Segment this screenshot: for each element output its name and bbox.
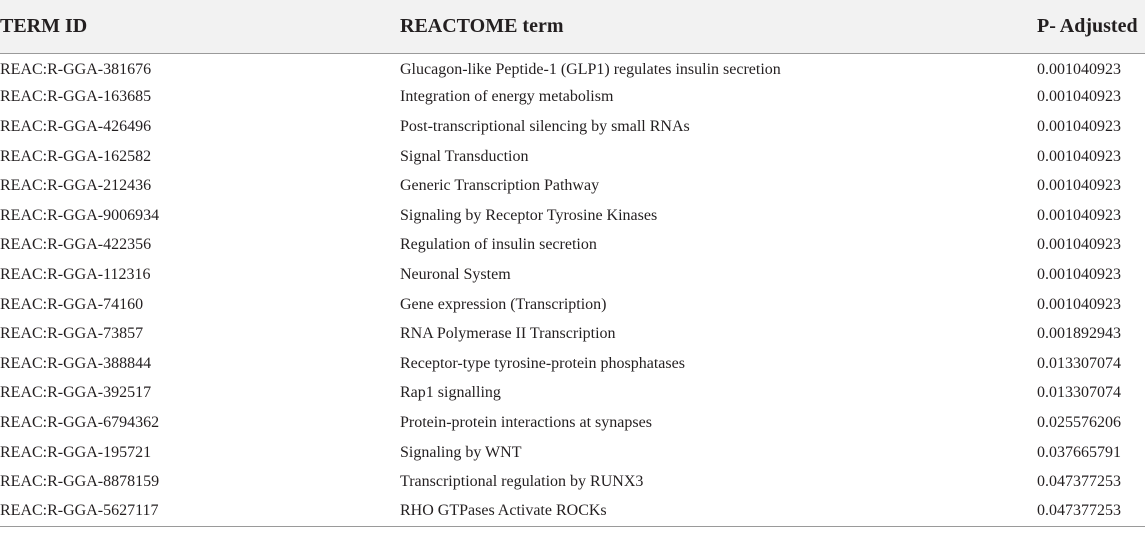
p-adjusted-cell: 0.001040923 — [1037, 295, 1121, 313]
table-row — [0, 142, 1145, 172]
header-p-adjusted: P- Adjusted — [1037, 0, 1145, 53]
table-row — [0, 171, 1145, 201]
p-adjusted-cell: 0.001040923 — [1037, 265, 1121, 283]
term-id-cell: REAC:R-GGA-212436 — [0, 177, 152, 195]
p-adjusted-cell: 0.001040923 — [1037, 236, 1121, 254]
reactome-term-cell: RHO GTPases Activate ROCKs — [400, 497, 1037, 527]
p-adjusted-cell: 0.047377253 — [1037, 473, 1121, 491]
header-reactome-term: REACTOME term — [400, 0, 1037, 53]
header-row — [0, 0, 1145, 53]
p-adjusted-cell: 0.025576206 — [1037, 413, 1121, 431]
term-id-cell: REAC:R-GGA-162582 — [0, 147, 152, 165]
reactome-term-cell: Regulation of insulin secretion — [400, 236, 597, 254]
reactome-term-cell: Glucagon-like Peptide-1 (GLP1) regulates insulin secretion — [400, 61, 781, 79]
reactome-term-cell: Neuronal System — [400, 265, 511, 283]
table-row — [0, 83, 1145, 113]
p-adjusted-cell: 0.001040923 — [1037, 177, 1121, 195]
header-term-id: TERM ID — [0, 0, 400, 53]
term-id-cell: REAC:R-GGA-73857 — [0, 325, 144, 343]
reactome-term-cell: RNA Polymerase II Transcription — [400, 325, 616, 343]
p-adjusted-cell: 0.001040923 — [1037, 117, 1121, 135]
table-row — [0, 467, 1145, 497]
p-adjusted-cell: 0.001892943 — [1037, 325, 1121, 343]
reactome-term-cell: Gene expression (Transcription) — [400, 295, 607, 313]
table-row — [0, 231, 1145, 261]
reactome-term-cell: Post-transcriptional silencing by small RNAs — [400, 117, 690, 135]
table-row — [0, 497, 1145, 527]
term-id-cell: REAC:R-GGA-195721 — [0, 443, 152, 461]
reactome-term-cell: Signaling by Receptor Tyrosine Kinases — [400, 206, 658, 224]
p-adjusted-cell: 0.037665791 — [1037, 443, 1121, 461]
reactome-term-cell: Receptor-type tyrosine-protein phosphatases — [400, 354, 685, 372]
reactome-term-cell: Protein-protein interactions at synapses — [400, 413, 652, 431]
table-row — [0, 438, 1145, 468]
p-adjusted-cell: 0.013307074 — [1037, 384, 1121, 402]
table-row — [0, 201, 1145, 231]
reactome-term-cell: Rap1 signalling — [400, 384, 501, 402]
table-body — [0, 53, 1145, 527]
term-id-cell: REAC:R-GGA-9006934 — [0, 206, 160, 224]
reactome-term-cell: Signal Transduction — [400, 147, 529, 165]
reactome-term-cell: Transcriptional regulation by RUNX3 — [400, 473, 644, 491]
table-row — [0, 379, 1145, 409]
p-adjusted-cell: 0.013307074 — [1037, 354, 1121, 372]
p-adjusted-cell: 0.001040923 — [1037, 206, 1121, 224]
term-id-cell: REAC:R-GGA-112316 — [0, 265, 151, 283]
table-header — [0, 0, 1145, 53]
term-id-cell: REAC:R-GGA-163685 — [0, 88, 152, 106]
term-id-cell: REAC:R-GGA-388844 — [0, 354, 152, 372]
p-adjusted-cell: 0.047377253 — [1037, 497, 1145, 527]
table-row — [0, 260, 1145, 290]
table-row — [0, 290, 1145, 320]
reactome-term-cell: Signaling by WNT — [400, 443, 522, 461]
table-row — [0, 408, 1145, 438]
term-id-cell: REAC:R-GGA-8878159 — [0, 473, 160, 491]
table-row — [0, 53, 1145, 83]
term-id-cell: REAC:R-GGA-422356 — [0, 236, 152, 254]
p-adjusted-cell: 0.001040923 — [1037, 61, 1121, 79]
term-id-cell: REAC:R-GGA-392517 — [0, 384, 152, 402]
p-adjusted-cell: 0.001040923 — [1037, 147, 1121, 165]
table-row — [0, 112, 1145, 142]
table-row — [0, 349, 1145, 379]
term-id-cell: REAC:R-GGA-381676 — [0, 61, 152, 79]
reactome-term-cell: Integration of energy metabolism — [400, 88, 614, 106]
term-id-cell: REAC:R-GGA-426496 — [0, 117, 152, 135]
term-id-cell: REAC:R-GGA-6794362 — [0, 413, 160, 431]
reactome-term-cell: Generic Transcription Pathway — [400, 177, 600, 195]
table-row — [0, 319, 1145, 349]
p-adjusted-cell: 0.001040923 — [1037, 88, 1121, 106]
term-id-cell: REAC:R-GGA-5627117 — [0, 497, 400, 527]
term-id-cell: REAC:R-GGA-74160 — [0, 295, 144, 313]
